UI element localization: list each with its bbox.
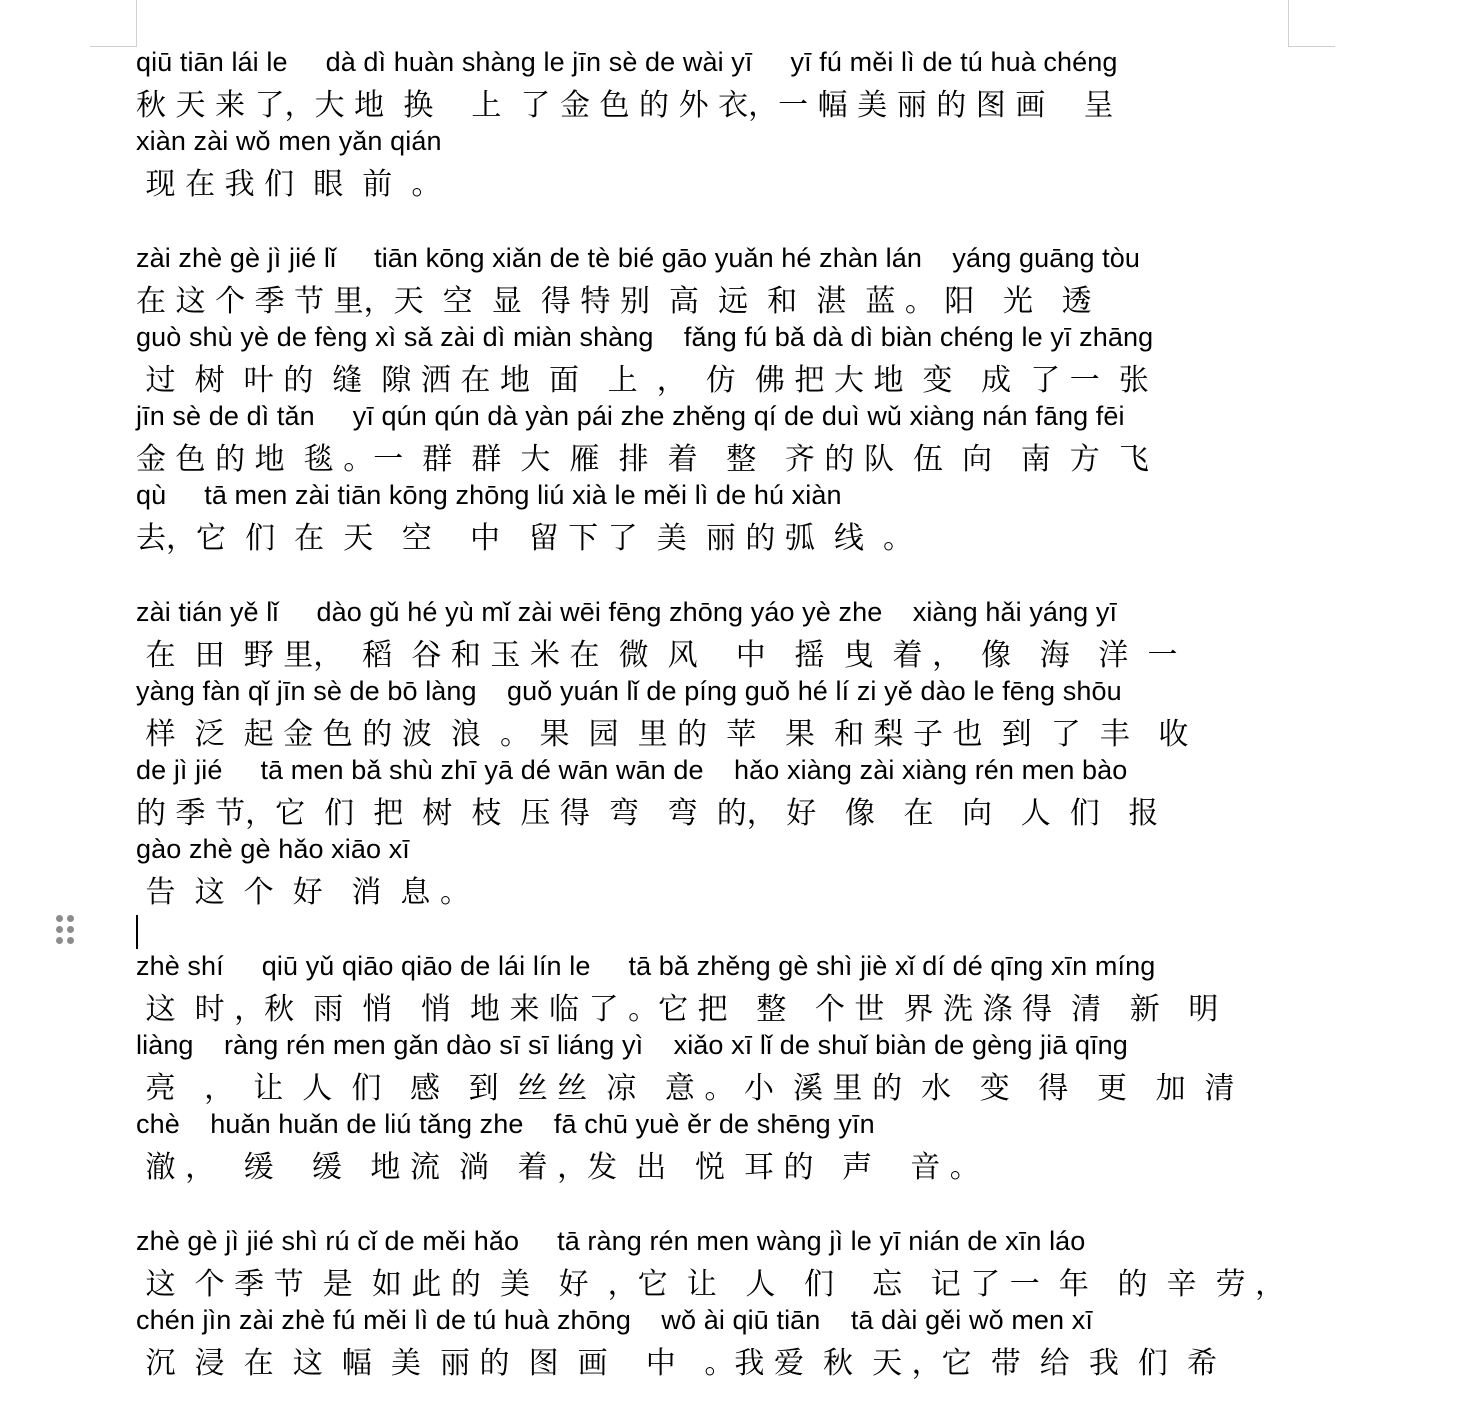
pinyin-line: de jì jié tā men bǎ shù zhī yā dé wān wān de hǎo xiàng zài xiàng rén men bào — [136, 755, 1128, 785]
text-line — [136, 948, 1296, 1027]
hanzi-line: 澈 ， 缓 缓 地 流 淌 着 ，发 出 悦 耳 的 声 音 。 — [136, 1150, 980, 1185]
text-line — [136, 1302, 1296, 1381]
text-line — [136, 752, 1296, 831]
hanzi-line: 这 个 季 节 是 如 此 的 美 好 ，它 让 人 们 忘 记 了 一 年 的 辛 劳 ， — [136, 1267, 1286, 1302]
text-line — [136, 1223, 1296, 1302]
text-line — [136, 594, 1296, 673]
pinyin-line: zhè gè jì jié shì rú cǐ de měi hǎo tā ràng rén men wàng jì le yī nián de xīn láo — [136, 1226, 1086, 1256]
text-line — [136, 477, 1296, 556]
hanzi-line: 过 树 叶 的 缝 隙 洒 在 地 面 上 ， 仿 佛 把 大 地 变 成 了 一 张 — [136, 363, 1149, 398]
pinyin-line: chè huǎn huǎn de liú tǎng zhe fā chū yuè ěr de shēng yīn — [136, 1109, 875, 1139]
page-corner-top-right — [1288, 0, 1335, 47]
page-corner-top-left — [90, 0, 137, 47]
pinyin-line: guò shù yè de fèng xì sǎ zài dì miàn shàng fǎng fú bǎ dà dì biàn chéng le yī zhāng — [136, 322, 1154, 352]
pinyin-line: yàng fàn qǐ jīn sè de bō làng guǒ yuán lǐ de píng guǒ hé lí zi yě dào le fēng shōu — [136, 676, 1122, 706]
text-line — [136, 1027, 1296, 1106]
hanzi-line: 样 泛 起 金 色 的 波 浪 。 果 园 里 的 苹 果 和 梨 子 也 到 了 丰 收 — [136, 717, 1189, 752]
pinyin-line: zhè shí qiū yǔ qiāo qiāo de lái lín le tā bǎ zhěng gè shì jiè xǐ dí dé qīng xīn míng — [136, 951, 1156, 981]
paragraph-1 — [136, 44, 1296, 202]
paragraph-3 — [136, 594, 1296, 910]
document-body[interactable] — [136, 44, 1296, 1419]
hanzi-line: 在 这 个 季 节 里，天 空 显 得 特 别 高 远 和 湛 蓝 。 阳 光 透 — [136, 284, 1092, 319]
hanzi-line: 告 这 个 好 消 息 。 — [136, 875, 470, 910]
pinyin-line: zài zhè gè jì jié lǐ tiān kōng xiǎn de tè bié gāo yuǎn hé zhàn lán yáng guāng tòu — [136, 243, 1140, 273]
text-line — [136, 123, 1296, 202]
text-line — [136, 831, 1296, 910]
hanzi-line: 的 季 节，它 们 把 树 枝 压 得 弯 弯 的， 好 像 在 向 人 们 报 — [136, 796, 1159, 831]
text-line — [136, 1106, 1296, 1185]
text-line — [136, 44, 1296, 123]
pinyin-line: xiàn zài wǒ men yǎn qián — [136, 126, 442, 156]
pinyin-line: qù tā men zài tiān kōng zhōng liú xià le měi lì de hú xiàn — [136, 480, 842, 510]
pinyin-line: qiū tiān lái le dà dì huàn shàng le jīn sè de wài yī yī fú měi lì de tú huà chéng — [136, 47, 1118, 77]
pinyin-line: jīn sè de dì tǎn yī qún qún dà yàn pái zhe zhěng qí de duì wǔ xiàng nán fāng fēi — [136, 401, 1125, 431]
hanzi-line: 沉 浸 在 这 幅 美 丽 的 图 画 中 。我 爱 秋 天 ，它 带 给 我 们 希 — [136, 1346, 1217, 1381]
pinyin-line: gào zhè gè hǎo xiāo xī — [136, 834, 410, 864]
text-line — [136, 319, 1296, 398]
pinyin-line: liàng ràng rén men gǎn dào sī sī liáng yì xiǎo xī lǐ de shuǐ biàn de gèng jiā qīng — [136, 1030, 1128, 1060]
hanzi-line: 秋 天 来 了，大 地 换 上 了 金 色 的 外 衣，一 幅 美 丽 的 图 画 呈 — [136, 88, 1114, 123]
text-line — [136, 398, 1296, 477]
hanzi-line: 在 田 野 里， 稻 谷 和 玉 米 在 微 风 中 摇 曳 着 ， 像 海 洋 一 — [136, 638, 1178, 673]
paragraph-4 — [136, 948, 1296, 1185]
block-drag-handle-icon[interactable] — [56, 915, 74, 947]
text-line — [136, 673, 1296, 752]
pinyin-line: zài tián yě lǐ dào gǔ hé yù mǐ zài wēi fēng zhōng yáo yè zhe xiàng hǎi yáng yī — [136, 597, 1118, 627]
paragraph-5 — [136, 1223, 1296, 1381]
hanzi-line: 现 在 我 们 眼 前 。 — [136, 167, 442, 202]
hanzi-line: 亮 ， 让 人 们 感 到 丝 丝 凉 意 。 小 溪 里 的 水 变 得 更 加 清 — [136, 1071, 1235, 1106]
hanzi-line: 这 时 ，秋 雨 悄 悄 地 来 临 了 。它 把 整 个 世 界 洗 涤 得 清 新 明 — [136, 992, 1219, 1027]
hanzi-line: 金 色 的 地 毯 。一 群 群 大 雁 排 着 整 齐 的 队 伍 向 南 方 飞 — [136, 442, 1149, 477]
pinyin-line: chén jìn zài zhè fú měi lì de tú huà zhōng wǒ ài qiū tiān tā dài gěi wǒ men xī — [136, 1305, 1093, 1335]
paragraph-2 — [136, 240, 1296, 556]
text-line — [136, 240, 1296, 319]
hanzi-line: 去，它 们 在 天 空 中 留 下 了 美 丽 的 弧 线 。 — [136, 521, 914, 556]
